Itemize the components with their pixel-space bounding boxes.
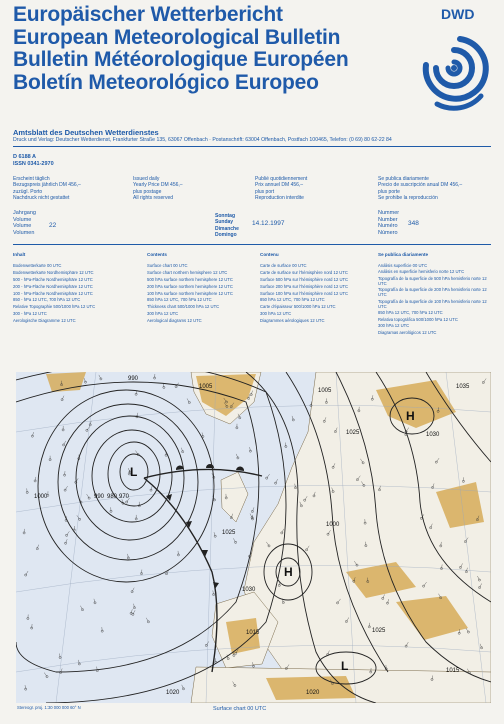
toc-item: Bodenwetterkarte Nordhemisphäre 12 UTC (13, 269, 94, 275)
number-label: Número (378, 229, 398, 236)
toc-column (260, 252, 370, 325)
toc-item: Relativa topográfica 500/1000 hPa 12 UTC (378, 316, 458, 322)
title-french: Bulletin Météorologique Européen (13, 48, 349, 71)
publication-line: Precio de suscripción anual DM 456,– (378, 182, 463, 189)
publication-line: Issued daily (133, 176, 160, 182)
low-pressure-centre: L (341, 659, 349, 673)
publication-column-fr (255, 176, 307, 201)
toc-item: Relative Topographie 500/1000 hPa 12 UTC (13, 304, 96, 310)
toc-item: Carte d'épaisseur 500/1000 hPa 12 UTC (260, 304, 336, 310)
toc-heading: Contenu (260, 252, 279, 257)
toc-heading: Contents (147, 252, 167, 257)
volume-label: Volumen (13, 229, 35, 236)
issn: ISSN 0341-2970 (13, 161, 54, 167)
toc-item: 300 hPa 12 UTC (147, 311, 179, 317)
toc-item: Aerological diagrams 12 UTC (147, 318, 202, 324)
isobar-label: 1000 (34, 494, 48, 500)
toc-item: 300 - hPa 12 UTC (13, 311, 47, 317)
publication-line: Se publica diariamente (378, 176, 429, 182)
toc-item: Surface 200 hPa sur l'hémisphère nord 12 UTC (260, 283, 349, 289)
isobar-label: 1025 (222, 530, 236, 536)
volume-label: Volume (13, 216, 32, 223)
publisher-line: Druck und Verlag: Deutscher Wetterdienst, Frankfurter Straße 135, 63067 Offenbach · Postanschrift: 63004 Offenbach, Postfach 100465, Telefon: (0 69) 80 62-22 84 (13, 137, 392, 143)
issue-number: 348 (408, 220, 419, 227)
number-labels (378, 210, 399, 236)
isobar-label: 1020 (306, 690, 320, 696)
publication-line: Yearly Price DM 456,– (133, 182, 183, 189)
authority-line: Amtsblatt des Deutschen Wetterdienstes (13, 128, 159, 137)
volume-label: Jahrgang (13, 210, 36, 216)
divider (13, 146, 491, 147)
toc-item: 100 - hPa-Fläche Nordhemisphäre 12 UTC (13, 290, 93, 296)
title-english: European Meteorological Bulletin (13, 25, 341, 49)
volume-label: Volume (13, 223, 32, 229)
title-german: Europäischer Wetterbericht (13, 3, 283, 26)
volume-labels (13, 210, 36, 236)
title-spanish: Boletín Meteorológico Europeo (13, 70, 319, 94)
low-pressure-centre: L (130, 465, 138, 479)
toc-item: Carte de surface sur l'hémisphère nord 12 UTC (260, 269, 348, 275)
toc-item: Bodenwetterkarte 00 UTC (13, 262, 62, 268)
toc-item: 200 - hPa-Fläche Nordhemisphäre 12 UTC (13, 283, 93, 289)
day-label: Sonntag (215, 213, 235, 219)
toc-item: Diagramas aerológicos 12 UTC (378, 329, 437, 335)
isobar-label: 1015 (446, 668, 460, 674)
day-labels (215, 213, 239, 238)
toc-item: Thickness chart 500/1000 hPa 12 UTC (147, 304, 220, 310)
number-label: Nummer (378, 210, 400, 216)
number-label: Number (378, 216, 398, 223)
isobar-label: 990 (94, 494, 105, 500)
day-label: Dimanche (215, 225, 239, 232)
toc-item: Topografía de la superficie de 500 hPa hemisferio norte 12 UTC (378, 275, 487, 286)
isobar-label: 1005 (199, 384, 213, 390)
logo-text: DWD (441, 6, 475, 22)
toc-item: Topografía de la superficie de 200 hPa hemisferio norte 12 UTC (378, 287, 487, 298)
day-label: Sunday (215, 219, 234, 226)
isobar-label: 990 (128, 376, 139, 382)
publication-line: Se prohibe la reproducción (378, 194, 438, 201)
isobar-label: 1035 (456, 384, 470, 390)
toc-item: Surface chart 00 UTC (147, 262, 188, 268)
toc-item: 100 hPa surface northern hemisphere 12 UTC (147, 290, 233, 296)
toc-item: Surface 500 hPa sur l'hémisphère nord 12 UTC (260, 276, 349, 282)
edition-code: D 6188 A (13, 154, 37, 160)
toc-column (147, 252, 257, 325)
toc-item: Análisis superficie 00 UTC (378, 262, 428, 268)
toc-item: 850 - hPa 12 UTC, 700 hPa 12 UTC (13, 297, 81, 303)
isobar-label: 1030 (242, 587, 256, 593)
isobar-label: 1030 (426, 432, 440, 438)
volume-value: 22 (49, 222, 57, 229)
chart-caption: Surface chart 00 UTC (213, 706, 267, 712)
publication-line: zuzügl. Porto (13, 188, 43, 195)
publication-line: All rights reserved (133, 194, 174, 201)
toc-item: 500 hPa surface northern hemisphere 12 UTC (147, 276, 233, 282)
publication-column-en (133, 176, 183, 201)
publication-line: Prix annuel DM 456,– (255, 182, 304, 189)
publication-column-de (13, 176, 81, 201)
toc-item: 300 hPa 12 UTC (260, 311, 292, 317)
high-pressure-centre: H (406, 409, 415, 423)
high-pressure-centre: H (284, 565, 293, 579)
toc-column (13, 252, 123, 325)
toc-column (378, 252, 490, 336)
title-block (13, 4, 413, 94)
day-label: Domingo (215, 231, 237, 238)
publication-line: Bezugspreis jährlich DM 456,– (13, 182, 81, 189)
isobar-label: 1000 (326, 522, 340, 528)
isobar-label: 1025 (346, 430, 360, 436)
toc-item: Surface chart northern hemisphere 12 UTC (147, 269, 228, 275)
divider (13, 244, 491, 245)
toc-item: Aerologische Diagramme 12 UTC (13, 318, 76, 324)
projection-note: Stereogr. proj. 1:30 000 000 60° N (17, 705, 81, 710)
number-label: Numéro (378, 223, 398, 229)
dwd-logo (413, 4, 493, 134)
toc-item: 850 hPa 12 UTC, 700 hPa 12 UTC (147, 297, 212, 303)
isobar-label: 1015 (246, 630, 260, 636)
toc-item: 300 hPa 12 UTC (378, 323, 410, 329)
toc-item: Topografía de la superficie de 100 hPa hemisferio norte 12 UTC (378, 298, 487, 309)
relief-patch (266, 676, 356, 700)
toc-item: Carte de surface 00 UTC (260, 262, 307, 268)
dwd-spiral-logo-icon (415, 24, 493, 124)
toc-heading: Inhalt (13, 252, 26, 257)
publication-line: Erscheint täglich (13, 176, 50, 182)
codes-block (13, 154, 54, 168)
map-canvas (16, 372, 491, 703)
publication-line: Publié quotidiennement (255, 176, 308, 182)
isobar-label: 1005 (318, 388, 332, 394)
relief-patch (226, 618, 260, 654)
toc-item: 850 hPa 12 UTC, 700 hPa 12 UTC (260, 297, 325, 303)
toc-item: 200 hPa surface northern hemisphere 12 UTC (147, 283, 233, 289)
surface-weather-map (16, 372, 491, 703)
toc-heading: Se publica diariamente (378, 252, 429, 257)
toc-item: Diagrammes aérologiques 12 UTC (260, 318, 325, 324)
toc-item: Surface 100 hPa sur l'hémisphère nord 12 UTC (260, 290, 349, 296)
publication-line: Reproduction interdite (255, 194, 304, 201)
toc-item: 850 hPa 12 UTC, 700 hPa 12 UTC (378, 310, 443, 316)
publication-line: Nachdruck nicht gestattet (13, 194, 70, 201)
isobar-label: 970 (119, 494, 130, 500)
issue-date: 14.12.1997 (252, 220, 285, 227)
isobar-label: 1020 (166, 690, 180, 696)
publication-column-es (378, 176, 462, 201)
toc-item: Análisis en superficie hemisferio norte 12 UTC (378, 269, 465, 275)
publication-line: plus port (255, 188, 275, 195)
publication-line: plus porte (378, 188, 400, 195)
toc-item: 500 - hPa-Fläche Nordhemisphäre 12 UTC (13, 276, 93, 282)
publication-line: plus postage (133, 188, 162, 195)
isobar-label: 1025 (372, 628, 386, 634)
isobar-label: 980 (107, 494, 118, 500)
